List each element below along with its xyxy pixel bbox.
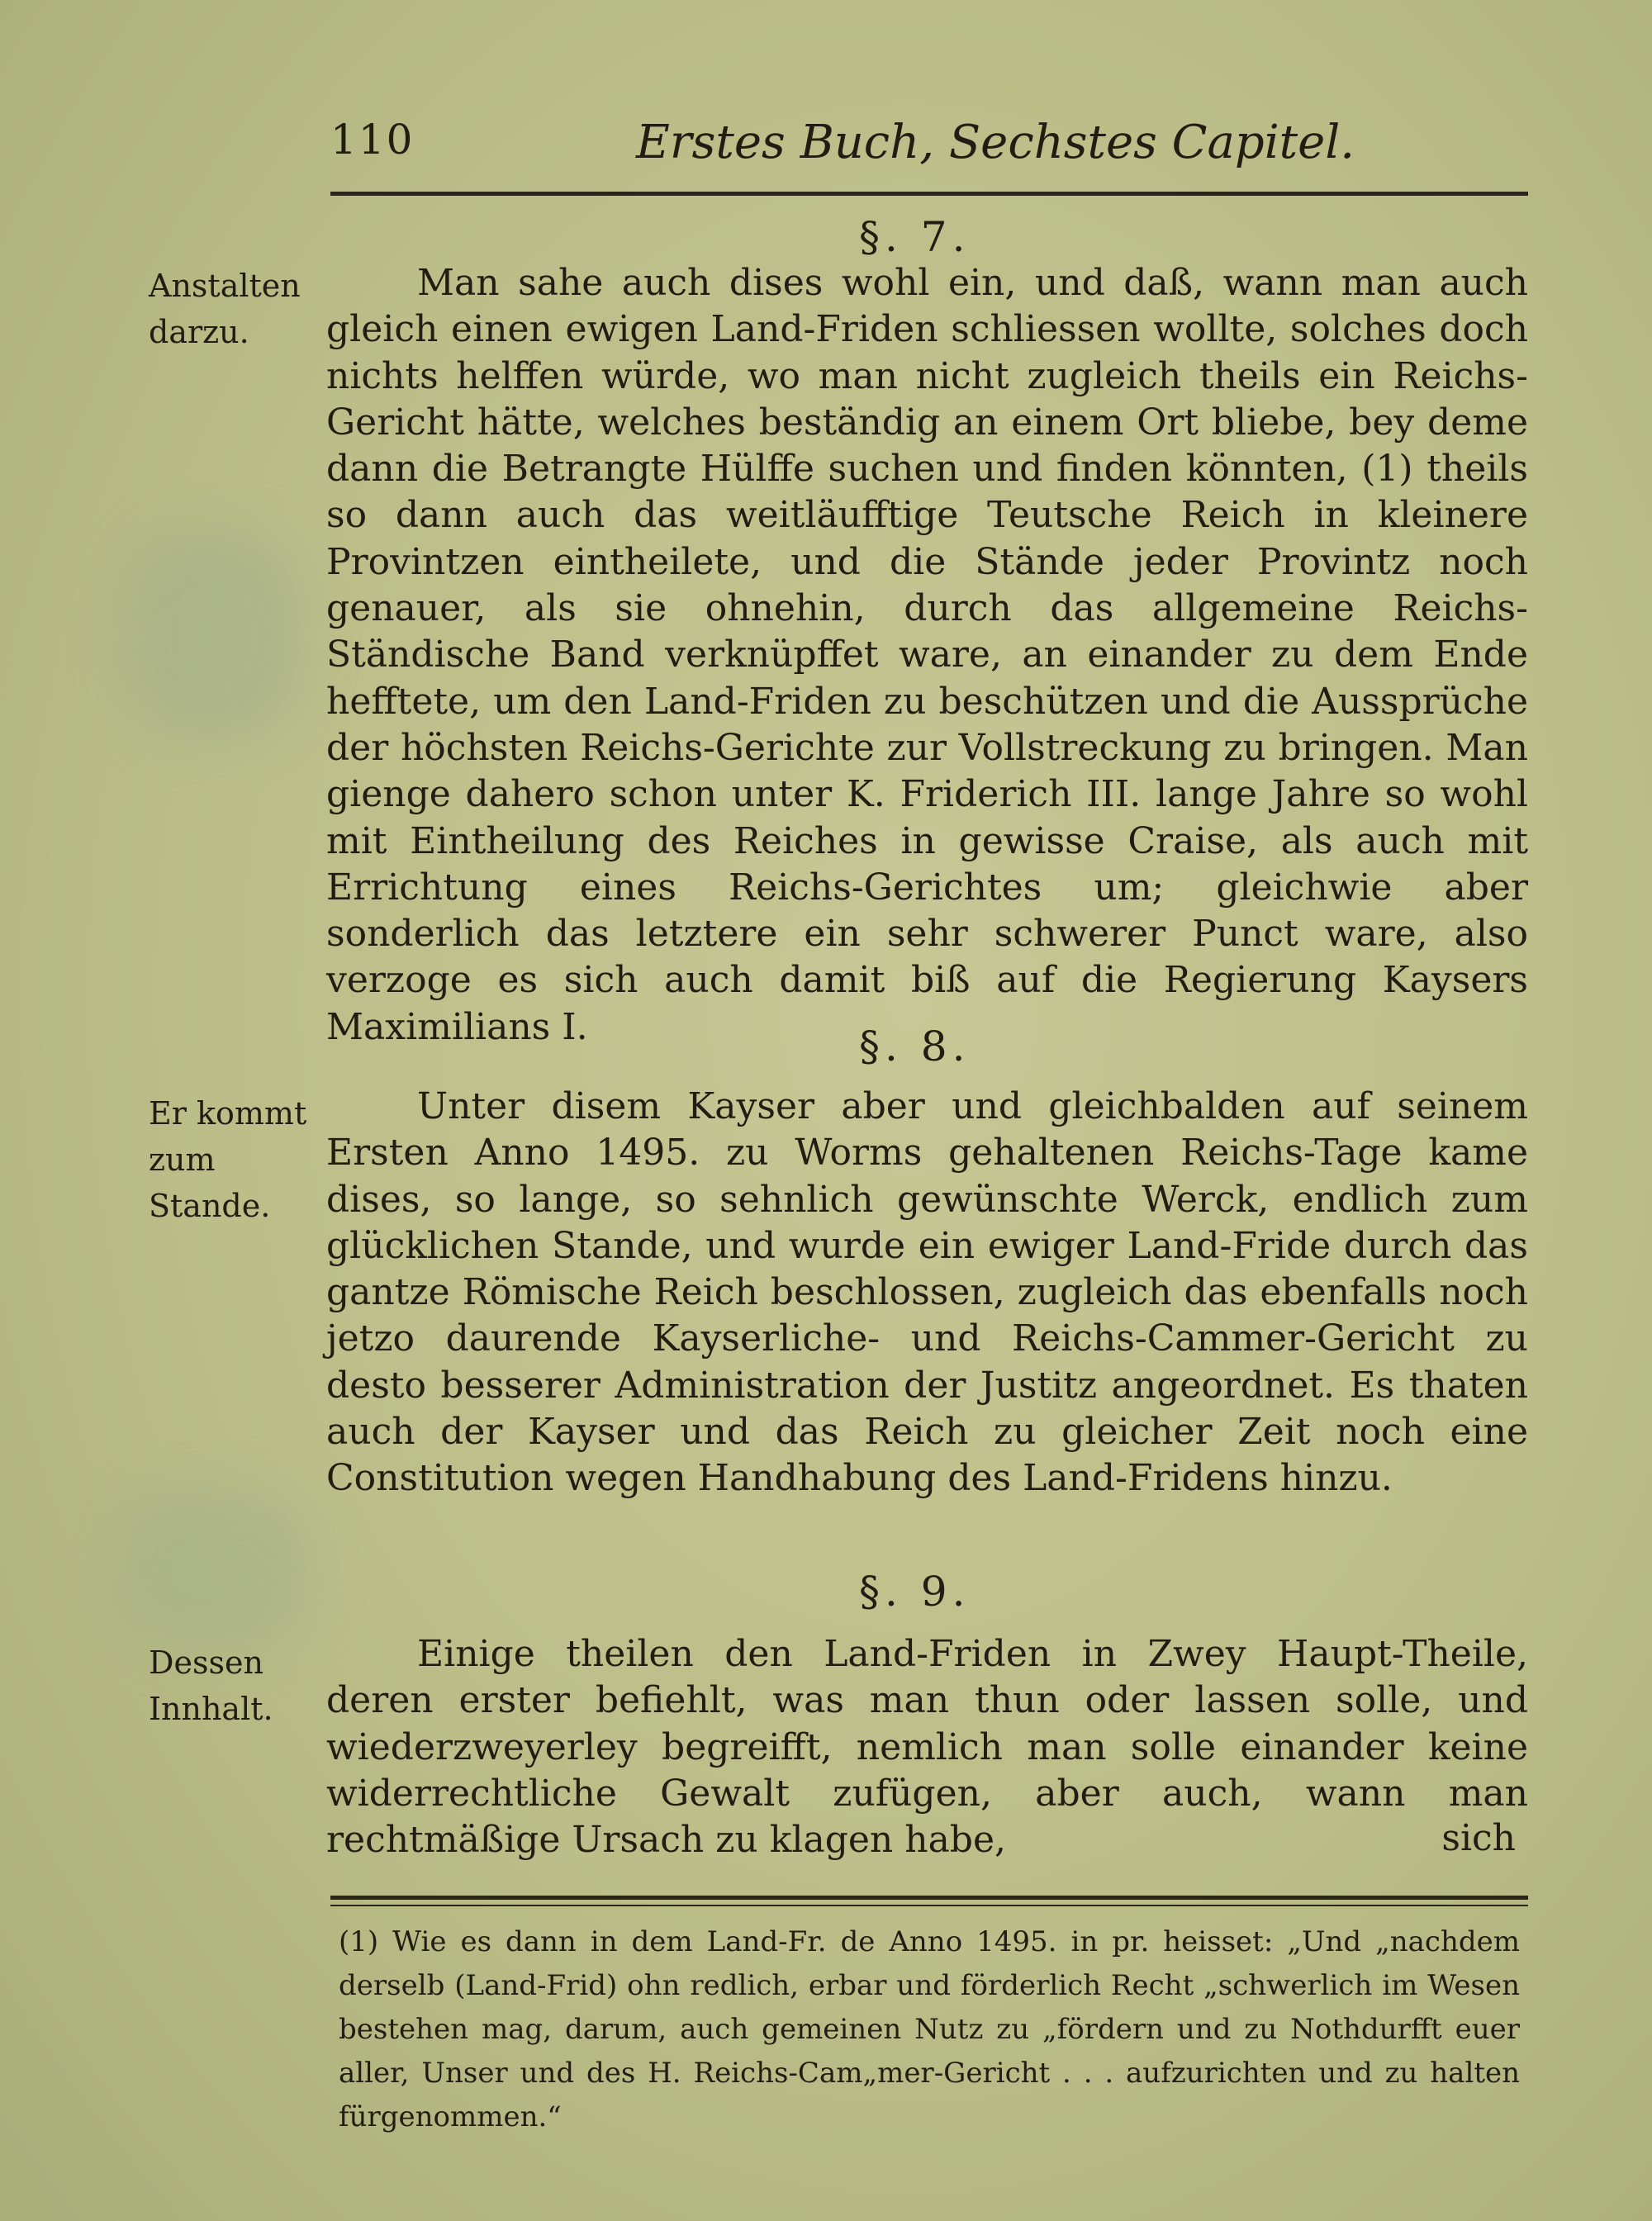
header-rule [330,192,1528,196]
footnote: (1) Wie es dann in dem Land-Fr. de Anno 1495. in pr. heisset: „Und „nachdem derselb (Land-Frid) ohn redlich, erbar und förderlich Recht „schwerlich im Wesen bestehen mag, darum, auch gemeinen Nutz zu „fördern und zu Nothdurfft euer aller, Unser und des H. Reichs-Cam„mer-Gericht . . . aufzurichten und zu halten fürgenommen.“ [339,1925,1520,2133]
paragraph-7: Man sahe auch dises wohl ein, und daß, wann man auch gleich einen ewigen Land-Friden schliessen wollte, solches doch nichts helffen würde, wo man nicht zugleich theils ein Reichs-Gericht hätte, welches beständig an einem Ort bliebe, bey deme dann die Betrangte Hülffe suchen und finden könnten, (1) theils so dann auch das weitläufftige Teutsche Reich in kleinere Provintzen eintheilete, und die Stände jeder Provintz noch genauer, als sie ohnehin, durch das allgemeine Reichs-Ständische Band verknüpffet ware, an einander zu dem Ende hefftete, um den Land-Friden zu beschützen und die Aussprüche der höchsten Reichs-Gerichte zur Vollstreckung zu bringen. Man gienge dahero schon unter K. Friderich III. lange Jahre so wohl mit Eintheilung des Reiches in gewisse Craise, als auch mit Errichtung eines Reichs-Gerichtes um; gleichwie aber sonderlich das letztere ein sehr schwerer Punct ware, also verzoge es sich auch damit biß auf die Regierung Kaysers Maximilians I. [326,262,1528,1048]
paragraph-8: Unter disem Kayser aber und gleichbalden auf seinem Ersten Anno 1495. zu Worms gehaltenen Reichs-Tage kame dises, so lange, so sehnlich gewünschte Werck, endlich zum glücklichen Stande, und wurde ein ewiger Land-Fride durch das gantze Römische Reich beschlossen, zugleich das ebenfalls noch jetzo daurende Kayserliche- und Reichs-Cammer-Gericht zu desto besserer Administration der Justitz angeordnet. Es thaten auch der Kayser und das Reich zu gleicher Zeit noch eine Constitution wegen Handhabung des Land-Fridens hinzu. [326,1085,1528,1500]
marginal-note-8: Er kommt zum Stande. [149,1095,307,1224]
paper-stain [116,1487,314,1652]
running-head: Erstes Buch, Sechstes Capitel. [636,116,1355,169]
footnote-rule-thin [330,1905,1528,1906]
marginal-note-7: Anstalten darzu. [149,268,301,350]
marginal-note-9: Dessen Innhalt. [149,1644,273,1727]
section-mark-8: §. 8. [859,1023,971,1070]
page-header [330,116,1528,182]
paper-stain [124,529,306,743]
footnote-rule [330,1896,1528,1900]
section-mark-7: §. 7. [859,213,971,261]
catchword: sich [1441,1817,1516,1859]
section-7-text [326,260,1528,1051]
section-8-text [326,1084,1528,1502]
section-mark-9: §. 9. [859,1568,971,1616]
page-number: 110 [330,116,415,164]
section-9-text [326,1631,1528,1863]
paragraph-9: Einige theilen den Land-Friden in Zwey Haupt-Theile, deren erster befiehlt, was man thun oder lassen solle, und wiederzweyerley begreifft, nemlich man solle einander keine widerrechtliche Gewalt zufügen, aber auch, wann man rechtmäßige Ursach zu klagen habe, [326,1633,1528,1862]
